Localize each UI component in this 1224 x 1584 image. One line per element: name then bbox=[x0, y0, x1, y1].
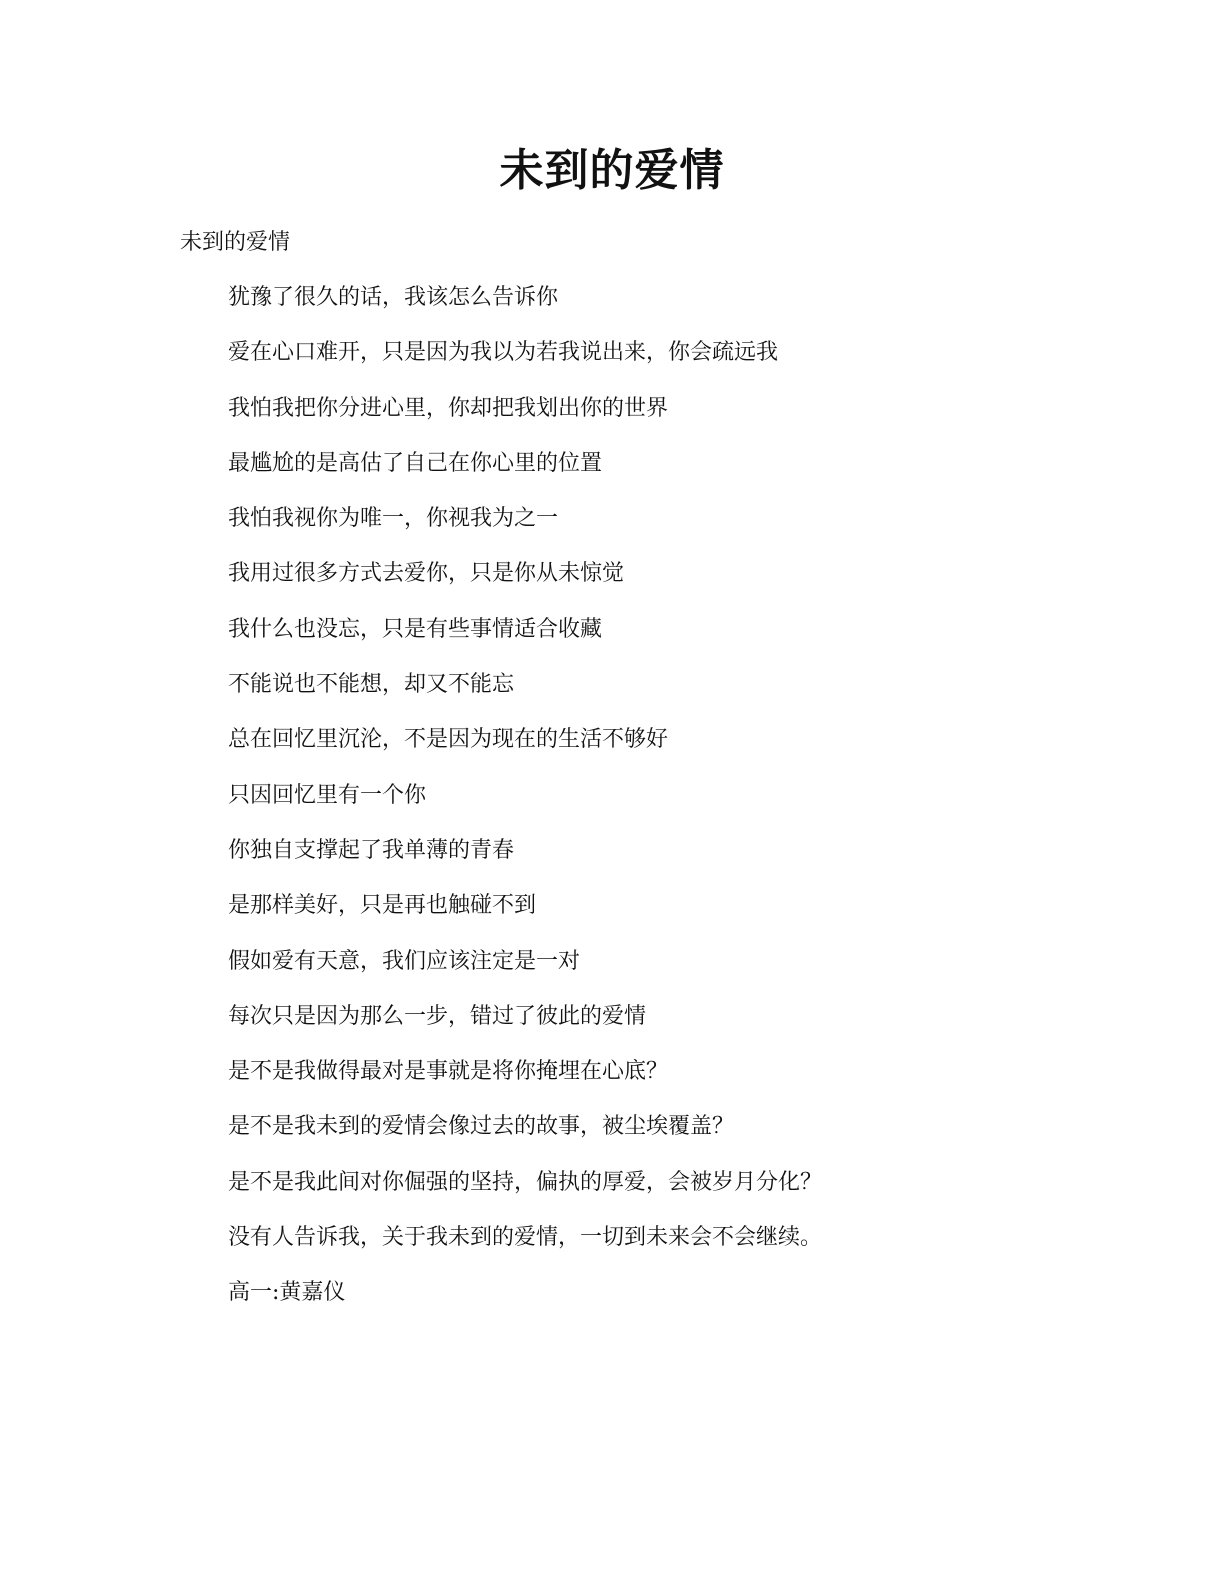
poem-line: 爱在心口难开，只是因为我以为若我说出来，你会疏远我 bbox=[228, 340, 779, 366]
poem-line: 犹豫了很久的话，我该怎么告诉你 bbox=[228, 285, 559, 310]
author-signature: 高一:黄嘉仪 bbox=[228, 1280, 346, 1305]
poem-line: 没有人告诉我，关于我未到的爱情，一切到未来会不会继续。 bbox=[228, 1225, 823, 1251]
poem-body bbox=[228, 281, 822, 1276]
poem-line: 你独自支撑起了我单薄的青春 bbox=[228, 837, 515, 863]
poem-line: 是不是我未到的爱情会像过去的故事，被尘埃覆盖？ bbox=[228, 1114, 735, 1140]
poem-heading: 未到的爱情 bbox=[180, 230, 291, 255]
poem-line: 不能说也不能想，却又不能忘 bbox=[228, 672, 515, 698]
poem-line: 是不是我做得最对是事就是将你掩埋在心底？ bbox=[228, 1059, 669, 1085]
poem-line: 是不是我此间对你倔强的坚持，偏执的厚爱，会被岁月分化？ bbox=[228, 1169, 823, 1195]
poem-line: 最尴尬的是高估了自己在你心里的位置 bbox=[228, 450, 603, 476]
poem-line: 我用过很多方式去爱你，只是你从未惊觉 bbox=[228, 561, 625, 587]
document-title: 未到的爱情 bbox=[499, 145, 725, 196]
poem-line: 我什么也没忘，只是有些事情适合收藏 bbox=[228, 616, 603, 642]
poem-line: 我怕我把你分进心里，你却把我划出你的世界 bbox=[228, 395, 669, 421]
poem-line: 我怕我视你为唯一，你视我为之一 bbox=[228, 506, 559, 532]
poem-line: 每次只是因为那么一步，错过了彼此的爱情 bbox=[228, 1003, 647, 1029]
poem-line: 总在回忆里沉沦，不是因为现在的生活不够好 bbox=[228, 727, 669, 753]
poem-line: 是那样美好，只是再也触碰不到 bbox=[228, 893, 537, 919]
poem-line: 只因回忆里有一个你 bbox=[228, 782, 427, 808]
poem-line: 假如爱有天意，我们应该注定是一对 bbox=[228, 948, 581, 974]
